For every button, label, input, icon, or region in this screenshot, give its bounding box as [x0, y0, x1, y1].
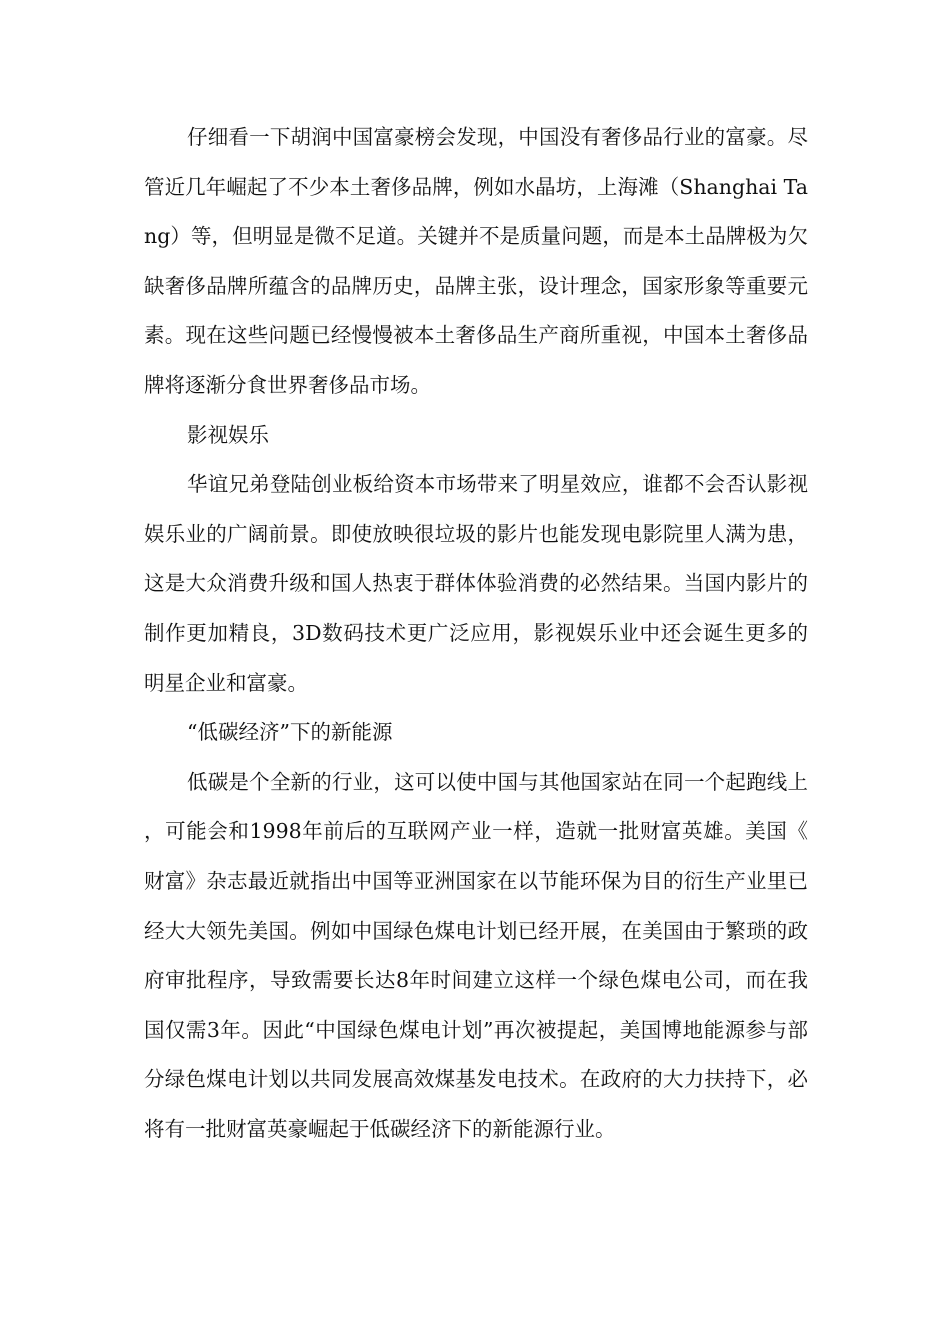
paragraph-luxury-goods: 仔细看一下胡润中国富豪榜会发现，中国没有奢侈品行业的富豪。尽管近几年崛起了不少本土奢侈品牌，例如水晶坊，上海滩（Shanghai Tang）等，但明显是微不足道。关键并不是质量问题，而是本土品牌极为欠缺奢侈品牌所蕴含的品牌历史，品牌主张，设计理念，国家形象等重要元素。现在这些问题已经慢慢被本土奢侈品生产商所重视，中国本土奢侈品牌将逐渐分食世界奢侈品市场。 — [144, 125, 808, 397]
document-body — [144, 113, 808, 1154]
heading-film-entertainment: 影视娱乐 — [187, 422, 269, 447]
paragraph-film-entertainment: 华谊兄弟登陆创业板给资本市场带来了明星效应，谁都不会否认影视娱乐业的广阔前景。即使放映很垃圾的影片也能发现电影院里人满为患，这是大众消费升级和国人热衷于群体体验消费的必然结果。当国内影片的制作更加精良，3D数码技术更广泛应用，影视娱乐业中还会诞生更多的明星企业和富豪。 — [144, 472, 808, 695]
paragraph-low-carbon-energy: 低碳是个全新的行业，这可以使中国与其他国家站在同一个起跑线上，可能会和1998年前后的互联网产业一样，造就一批财富英雄。美国《财富》杂志最近就指出中国等亚洲国家在以节能环保为目的衍生产业里已经大大领先美国。例如中国绿色煤电计划已经开展，在美国由于繁琐的政府审批程序，导致需要长达8年时间建立这样一个绿色煤电公司，而在我国仅需3年。因此“中国绿色煤电计划”再次被提起，美国博地能源参与部分绿色煤电计划以共同发展高效煤基发电技术。在政府的大力扶持下，必将有一批财富英豪崛起于低碳经济下的新能源行业。 — [144, 769, 808, 1141]
heading-low-carbon-energy: “低碳经济”下的新能源 — [187, 720, 393, 745]
